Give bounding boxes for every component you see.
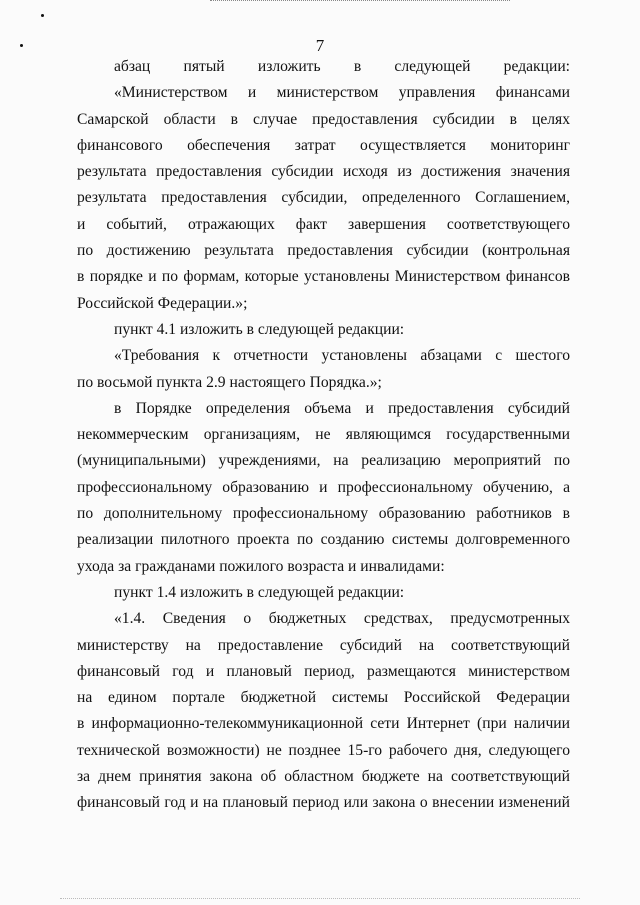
text-line: в информационно-телекоммуникационной сети Интернет (при наличии [77,715,570,733]
text-line: реализации пилотного проекта по созданию системы долговременного [77,531,570,549]
text-line: ухода за гражданами пожилого возраста и инвалидами: [77,557,445,575]
text-line: профессиональному образованию и профессиональному обучению, а [77,478,570,496]
text-line: некоммерческим организациям, не являющимся государственными [77,426,570,444]
text-line: министерству на предоставление субсидий на соответствующий [77,636,570,654]
text-line: по достижению результата предоставления субсидии (контрольная [77,242,570,260]
text-line: финансовый год и плановый период, размещаются министерством [77,662,570,680]
scan-speck [41,14,44,17]
text-line: Самарской области в случае предоставления субсидии в целях [77,110,570,128]
text-line: абзац пятый изложить в следующей редакции: [114,58,570,75]
text-line: пункт 4.1 изложить в следующей редакции: [114,320,405,338]
text-line: на едином портале бюджетной системы Российской Федерации [77,689,570,707]
text-line: «1.4. Сведения о бюджетных средствах, предусмотренных [114,610,570,628]
page-number: 7 [315,36,325,55]
text-line: по восьмой пункта 2.9 настоящего Порядка.»; [77,373,382,391]
text-line: «Министерством и министерством управления финансами [114,84,570,102]
text-line: финансовый год и на плановый период или закона о внесении изменений [77,794,570,812]
text-line: технической возможности) не позднее 15-го рабочего дня, следующего [77,741,570,759]
text-line: пункт 1.4 изложить в следующей редакции: [114,583,405,601]
scan-edge-line [210,0,510,3]
text-line: в Порядке определения объема и предоставления субсидий [114,399,570,417]
text-line: (муниципальными) учреждениями, на реализацию мероприятий по [77,452,570,470]
scan-edge-line [60,898,580,901]
text-line: в порядке и по формам, которые установлены Министерством финансов [77,268,570,286]
text-line: результата предоставления субсидии, определенного Соглашением, [77,189,570,207]
text-line: за днем принятия закона об областном бюджете на соответствующий [77,768,570,786]
text-line: и событий, отражающих факт завершения соответствующего [77,215,570,233]
text-line: по дополнительному профессиональному образованию работников в [77,505,570,523]
text-line: Российской Федерации.»; [77,294,248,312]
text-line: результата предоставления субсидии исходя из достижения значения [77,163,570,181]
document-body [77,54,570,817]
text-line: финансового обеспечения затрат осуществляется мониторинг [77,136,570,154]
text-line: «Требования к отчетности установлены абзацами с шестого [114,347,570,365]
